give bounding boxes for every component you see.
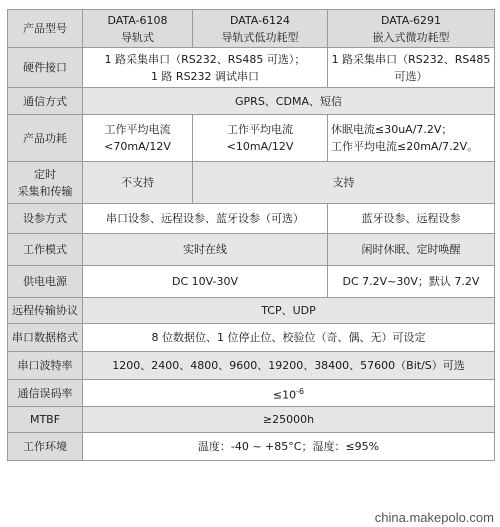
baud-value: 1200、2400、4800、9600、19200、38400、57600（Bit/S）可选 xyxy=(83,352,495,380)
mtbf-value: ≥25000h xyxy=(83,407,495,433)
row-model xyxy=(8,10,495,48)
model-6124: DATA-6124 导轨式低功耗型 xyxy=(193,10,328,48)
supply-6291: DC 7.2V~30V；默认 7.2V xyxy=(328,266,495,298)
spec-table xyxy=(7,9,495,461)
mode-6108-6124: 实时在线 xyxy=(83,234,328,266)
serial-format-value: 8 位数据位、1 位停止位、校验位（奇、偶、无）可设定 xyxy=(83,324,495,352)
row-label-supply: 供电电源 xyxy=(8,266,83,298)
device-6291: 蓝牙设参、远程设参 xyxy=(328,204,495,234)
row-ber xyxy=(8,380,495,407)
device-6108-6124: 串口设参、远程设参、蓝牙设参（可选） xyxy=(83,204,328,234)
row-serial-format xyxy=(8,324,495,352)
row-label-protocol: 远程传输协议 xyxy=(8,298,83,324)
row-power-use xyxy=(8,115,495,162)
row-label-device: 设参方式 xyxy=(8,204,83,234)
power-6291: 休眠电流≤30uA/7.2V； 工作平均电流≤20mA/7.2V。 xyxy=(328,115,495,162)
env-value: 温度：-40 ~ +85°C；湿度：≤95% xyxy=(83,433,495,461)
protocol-value: TCP、UDP xyxy=(83,298,495,324)
row-label-mode: 工作模式 xyxy=(8,234,83,266)
power-6108: 工作平均电流 <70mA/12V xyxy=(83,115,193,162)
supply-6108-6124: DC 10V-30V xyxy=(83,266,328,298)
row-supply xyxy=(8,266,495,298)
row-label-env: 工作环境 xyxy=(8,433,83,461)
timed-6124-6291: 支持 xyxy=(193,162,495,204)
hardware-6291: 1 路采集串口（RS232、RS485 可选） xyxy=(328,48,495,88)
row-mode xyxy=(8,234,495,266)
row-label-baud: 串口波特率 xyxy=(8,352,83,380)
model-6291: DATA-6291 嵌入式微功耗型 xyxy=(328,10,495,48)
row-label-hardware: 硬件接口 xyxy=(8,48,83,88)
row-comm xyxy=(8,88,495,115)
row-hardware xyxy=(8,48,495,88)
row-protocol xyxy=(8,298,495,324)
row-label-mtbf: MTBF xyxy=(8,407,83,433)
row-env xyxy=(8,433,495,461)
row-mtbf xyxy=(8,407,495,433)
row-label-timed: 定时 采集和传输 xyxy=(8,162,83,204)
hardware-6108-6124: 1 路采集串口（RS232、RS485 可选）； 1 路 RS232 调试串口 xyxy=(83,48,328,88)
row-baud xyxy=(8,352,495,380)
row-label-serial-format: 串口数据格式 xyxy=(8,324,83,352)
row-label-model: 产品型号 xyxy=(8,10,83,48)
row-label-power-use: 产品功耗 xyxy=(8,115,83,162)
mode-6291: 闲时休眠、定时唤醒 xyxy=(328,234,495,266)
power-6124: 工作平均电流 <10mA/12V xyxy=(193,115,328,162)
watermark: china.makepolo.com xyxy=(374,510,494,525)
timed-6108: 不支持 xyxy=(83,162,193,204)
row-label-ber: 通信误码率 xyxy=(8,380,83,407)
ber-value: $\le 10^{-6}$ xyxy=(83,380,495,407)
row-timed xyxy=(8,162,495,204)
row-device xyxy=(8,204,495,234)
row-label-comm: 通信方式 xyxy=(8,88,83,115)
comm-value: GPRS、CDMA、短信 xyxy=(83,88,495,115)
model-6108: DATA-6108 导轨式 xyxy=(83,10,193,48)
